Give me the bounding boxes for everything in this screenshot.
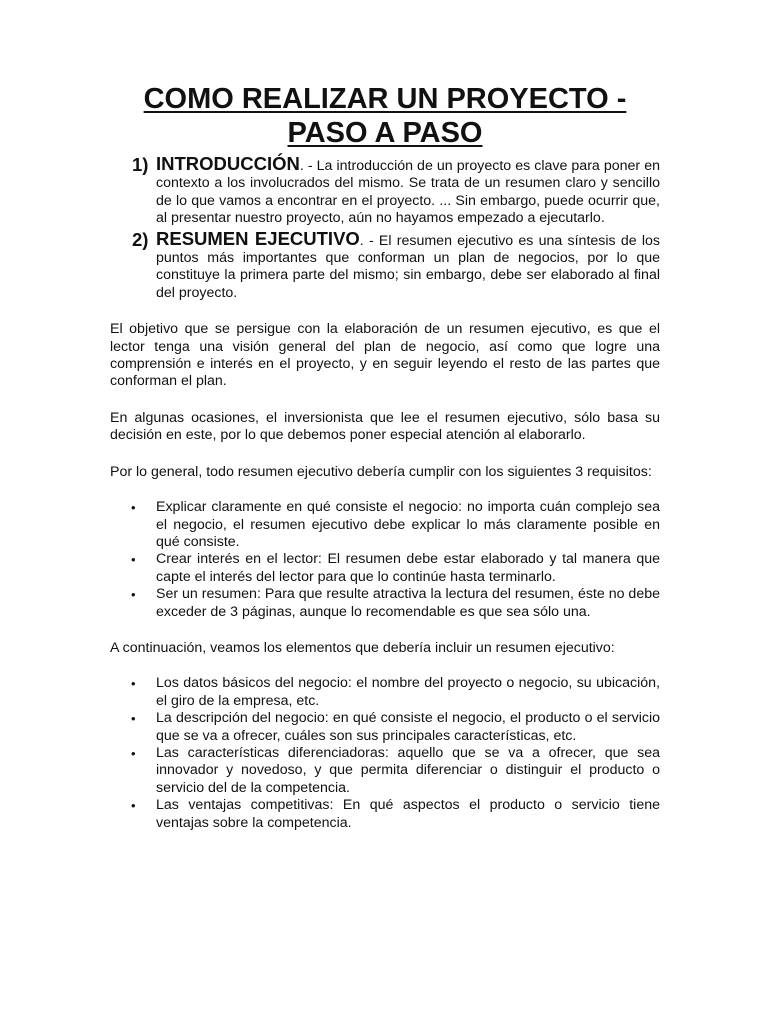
list-item xyxy=(110,499,660,551)
numbered-sections xyxy=(110,155,660,302)
paragraph-objetivo: El objetivo que se persigue con la elaboración de un resumen ejecutivo, es que el lector tenga una visión general del plan de negocio, así como que logre una comprensión e interés en el proyecto, y en seguir leyendo el resto de las partes que conforman el plan. xyxy=(110,321,660,390)
list-item xyxy=(110,797,660,832)
section-heading: RESUMEN EJECUTIVO xyxy=(156,227,360,249)
bullet-icon: • xyxy=(131,745,136,761)
list-item xyxy=(110,586,660,621)
elements-list xyxy=(110,675,660,832)
list-item xyxy=(110,710,660,745)
bullet-icon: • xyxy=(131,587,136,603)
title-line-1: COMO REALIZAR UN PROYECTO - xyxy=(143,83,627,115)
list-item xyxy=(110,745,660,797)
list-item xyxy=(110,551,660,586)
list-item-text: Los datos básicos del negocio: el nombre del proyecto o negocio, su ubicación, el giro de la empresa, etc. xyxy=(156,675,660,709)
list-item-text: La descripción del negocio: en qué consiste el negocio, el producto o el servicio que se va a ofrecer, cuáles son sus principales características, etc. xyxy=(156,710,660,744)
bullet-icon: • xyxy=(131,676,136,692)
list-item-text: Crear interés en el lector: El resumen debe estar elaborado y tal manera que capte el interés del lector para que lo continúe hasta terminarlo. xyxy=(156,551,660,585)
list-item xyxy=(110,675,660,710)
requirements-list xyxy=(110,499,660,621)
section-number: 1) xyxy=(132,154,149,175)
section-text: . - El resumen ejecutivo es una síntesis de los puntos más importantes que conforman un plan de negocios, por lo que constituye la primera parte del mismo; sin embargo, debe ser elaborado al final del proyecto. xyxy=(156,232,660,301)
paragraph-elementos-intro: A continuación, veamos los elementos que debería incluir un resumen ejecutivo: xyxy=(110,639,615,656)
paragraph-inversionista: En algunas ocasiones, el inversionista que lee el resumen ejecutivo, sólo basa su decisión en este, por lo que debemos poner especial atención al elaborarlo. xyxy=(110,409,660,444)
document-title xyxy=(110,82,660,150)
bullet-icon: • xyxy=(131,500,136,516)
paragraph-requisitos-intro: Por lo general, todo resumen ejecutivo debería cumplir con los siguientes 3 requisitos: xyxy=(110,463,652,480)
list-item-text: Ser un resumen: Para que resulte atractiva la lectura del resumen, éste no debe exceder de 3 páginas, aunque lo recomendable es que sea sólo una. xyxy=(156,586,660,620)
list-item-text: Las características diferenciadoras: aquello que se va a ofrecer, que sea innovador y novedoso, y que permita diferenciar o distinguir el producto o servicio del de la competencia. xyxy=(156,744,660,796)
section-resumen-ejecutivo xyxy=(110,227,660,303)
bullet-icon: • xyxy=(131,711,136,727)
bullet-icon: • xyxy=(131,552,136,568)
list-item-text: Las ventajas competitivas: En qué aspectos el producto o servicio tiene ventajas sobre la competencia. xyxy=(156,797,660,831)
section-heading: INTRODUCCIÓN xyxy=(156,153,300,174)
section-text: . - La introducción de un proyecto es clave para poner en contexto a los involucrados del mismo. Se trata de un resumen claro y sencillo de lo que vamos a encontrar en el proyecto. ... Sin embargo, puede ocurrir que, al presentar nuestro proyecto, aún no hayamos empezado a ejecutarlo. xyxy=(156,158,660,227)
section-introduccion xyxy=(110,155,660,228)
title-line-2: PASO A PASO xyxy=(287,117,483,149)
list-item-text: Explicar claramente en qué consiste el negocio: no importa cuán complejo sea el negocio, el resumen ejecutivo debe explicar lo más claramente posible en qué consiste. xyxy=(156,499,660,550)
section-number: 2) xyxy=(132,228,149,250)
bullet-icon: • xyxy=(131,798,136,814)
